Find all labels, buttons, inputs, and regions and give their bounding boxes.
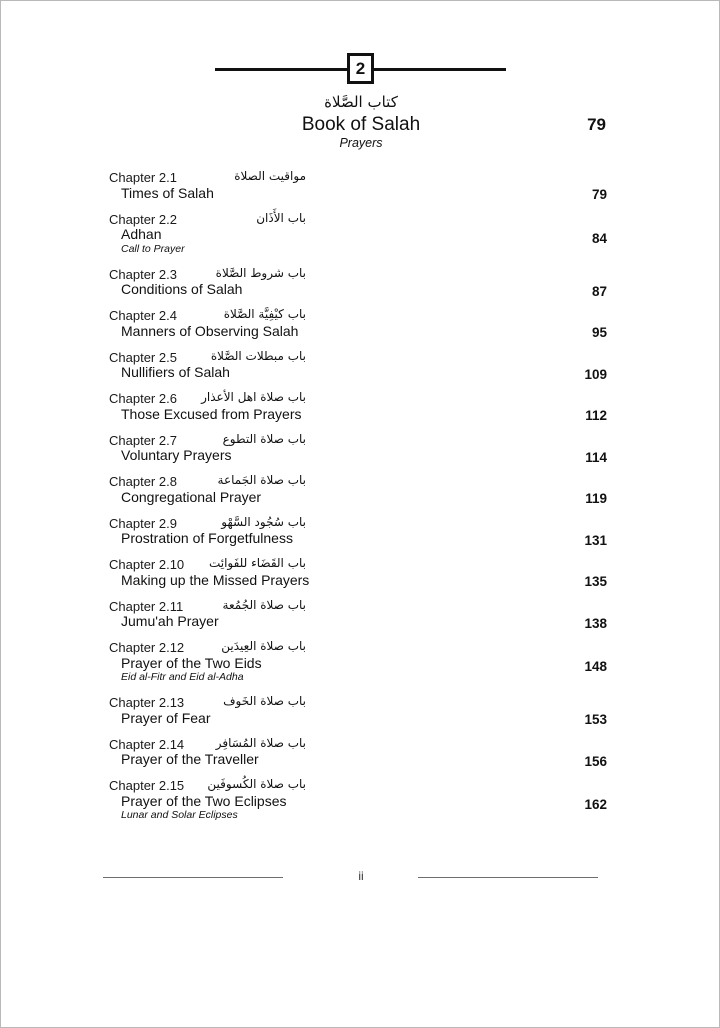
page-footer <box>1 867 720 1027</box>
chapter-title-english: Making up the Missed Prayers <box>121 571 310 588</box>
book-title-english: Book of Salah <box>301 114 421 136</box>
chapter-titles <box>121 694 411 726</box>
chapter-row[interactable] <box>1 266 720 308</box>
chapter-label: Chapter 2.11 <box>109 598 184 614</box>
chapter-label: Chapter 2.7 <box>109 432 177 448</box>
chapter-titles <box>121 211 411 257</box>
chapter-label: Chapter 2.15 <box>109 778 185 793</box>
chapter-titles <box>121 349 411 381</box>
chapter-row[interactable] <box>1 777 720 832</box>
chapter-page-number: 156 <box>584 753 607 769</box>
chapter-title-arabic: باب الأَذَان <box>256 210 306 225</box>
chapter-page-number: 135 <box>584 574 607 589</box>
chapter-title-english: Prostration of Forgetfulness <box>121 530 293 547</box>
chapter-title-english: Prayer of the Two Eclipses <box>121 792 287 809</box>
chapter-subtitle-english: Call to Prayer <box>121 242 185 255</box>
chapter-titles <box>121 556 411 588</box>
chapter-page-number: 112 <box>585 408 607 423</box>
chapter-title-arabic: باب القَضَاء للفَوائِت <box>208 556 306 570</box>
chapter-page-number: 153 <box>584 712 607 727</box>
book-title-arabic: كتاب الصَّلاة <box>324 93 398 111</box>
chapter-title-arabic: باب صلاة الجَماعة <box>217 473 306 487</box>
chapter-row[interactable] <box>1 169 720 211</box>
chapter-titles <box>121 169 411 201</box>
chapter-page-number: 162 <box>584 797 607 812</box>
chapter-label: Chapter 2.13 <box>109 695 185 710</box>
chapter-title-english: Prayer of Fear <box>121 709 211 726</box>
chapter-titles <box>121 515 411 547</box>
chapter-row[interactable] <box>1 473 720 515</box>
chapter-label: Chapter 2.12 <box>109 640 185 655</box>
chapter-row[interactable] <box>1 639 720 694</box>
chapter-subtitle-english: Lunar and Solar Eclipses <box>121 809 238 822</box>
chapter-title-arabic: باب كيْفِيَّة الصَّلاة <box>223 307 306 321</box>
chapter-page-number: 148 <box>584 659 607 674</box>
chapter-page-number: 109 <box>584 366 607 382</box>
chapter-titles <box>121 390 411 422</box>
chapter-title-arabic: باب صلاة التطوع <box>222 431 306 446</box>
chapter-title-english: Adhan <box>121 226 162 243</box>
chapter-title-arabic: باب مبطلات الصَّلاة <box>210 348 306 363</box>
chapter-row[interactable] <box>1 349 720 391</box>
footer-page-number: ii <box>358 869 364 883</box>
chapter-row[interactable] <box>1 556 720 598</box>
chapter-title-arabic: باب سُجُود السَّهْو <box>221 514 306 529</box>
chapter-title-arabic: باب صلاة الجُمُعة <box>222 597 306 612</box>
chapter-title-arabic: باب صلاة المُسَافِر <box>215 735 306 750</box>
chapter-label: Chapter 2.6 <box>109 391 177 406</box>
chapter-row[interactable] <box>1 736 720 778</box>
chapter-title-arabic: باب شروط الصَّلاة <box>215 265 306 280</box>
chapter-title-english: Voluntary Prayers <box>121 447 232 464</box>
chapter-titles <box>121 266 411 298</box>
header-rule-right <box>374 68 506 71</box>
chapter-page-number: 87 <box>591 283 607 299</box>
chapter-titles <box>121 473 411 505</box>
chapter-page-number: 114 <box>585 449 607 465</box>
chapter-title-english: Manners of Observing Salah <box>121 322 299 339</box>
chapter-title-english: Those Excused from Prayers <box>121 405 302 422</box>
chapter-title-english: Conditions of Salah <box>121 281 243 298</box>
chapter-label: Chapter 2.3 <box>109 266 177 282</box>
chapter-title-english: Nullifiers of Salah <box>121 364 230 381</box>
chapter-titles <box>121 432 411 464</box>
chapter-row[interactable] <box>1 211 720 266</box>
chapter-title-english: Prayer of the Two Eids <box>121 654 262 671</box>
chapter-titles <box>121 639 411 685</box>
chapter-label: Chapter 2.5 <box>109 349 177 365</box>
chapter-list <box>1 169 720 832</box>
chapter-page-number: 131 <box>584 532 607 548</box>
book-page-number: 79 <box>587 115 606 134</box>
chapter-title-arabic: مواقيت الصلاة <box>234 169 306 183</box>
chapter-row[interactable] <box>1 694 720 736</box>
chapter-title-arabic: باب صلاة العِيدَين <box>221 639 306 653</box>
chapter-row[interactable] <box>1 598 720 640</box>
chapter-page-number: 119 <box>585 491 607 506</box>
book-header <box>1 53 720 152</box>
chapter-row[interactable] <box>1 390 720 432</box>
chapter-label: Chapter 2.14 <box>109 736 185 752</box>
chapter-row[interactable] <box>1 307 720 349</box>
chapter-title-arabic: باب صلاة الكُسوفَين <box>207 777 306 791</box>
header-rule-left <box>215 68 347 71</box>
chapter-label: Chapter 2.1 <box>109 170 177 185</box>
footer-rule-right <box>418 877 598 878</box>
chapter-title-english: Jumu'ah Prayer <box>121 613 219 630</box>
book-title-group <box>1 92 720 152</box>
chapter-row[interactable] <box>1 515 720 557</box>
chapter-label: Chapter 2.4 <box>109 308 177 323</box>
chapter-label: Chapter 2.9 <box>109 515 177 531</box>
chapter-titles <box>121 777 411 823</box>
chapter-page-number: 95 <box>591 325 607 340</box>
chapter-page-number: 79 <box>591 187 607 202</box>
chapter-page-number: 84 <box>591 230 607 246</box>
book-number-box <box>347 53 374 84</box>
chapter-titles <box>121 736 411 768</box>
chapter-title-english: Times of Salah <box>121 184 214 201</box>
chapter-page-number: 138 <box>584 615 607 631</box>
book-subtitle-english: Prayers <box>339 136 383 150</box>
chapter-title-english: Congregational Prayer <box>121 488 262 505</box>
chapter-row[interactable] <box>1 432 720 474</box>
chapter-title-arabic: باب صلاة الخَوف <box>223 694 306 708</box>
chapter-titles <box>121 598 411 630</box>
chapter-subtitle-english: Eid al-Fitr and Eid al-Adha <box>121 671 244 684</box>
chapter-titles <box>121 307 411 339</box>
book-number-rule-row <box>1 53 720 85</box>
chapter-title-english: Prayer of the Traveller <box>121 751 259 768</box>
chapter-label: Chapter 2.8 <box>109 474 177 489</box>
book-number: 2 <box>355 59 366 78</box>
chapter-label: Chapter 2.10 <box>109 557 185 572</box>
chapter-title-arabic: باب صلاة اهل الأعذار <box>201 390 306 404</box>
chapter-label: Chapter 2.2 <box>109 211 177 227</box>
